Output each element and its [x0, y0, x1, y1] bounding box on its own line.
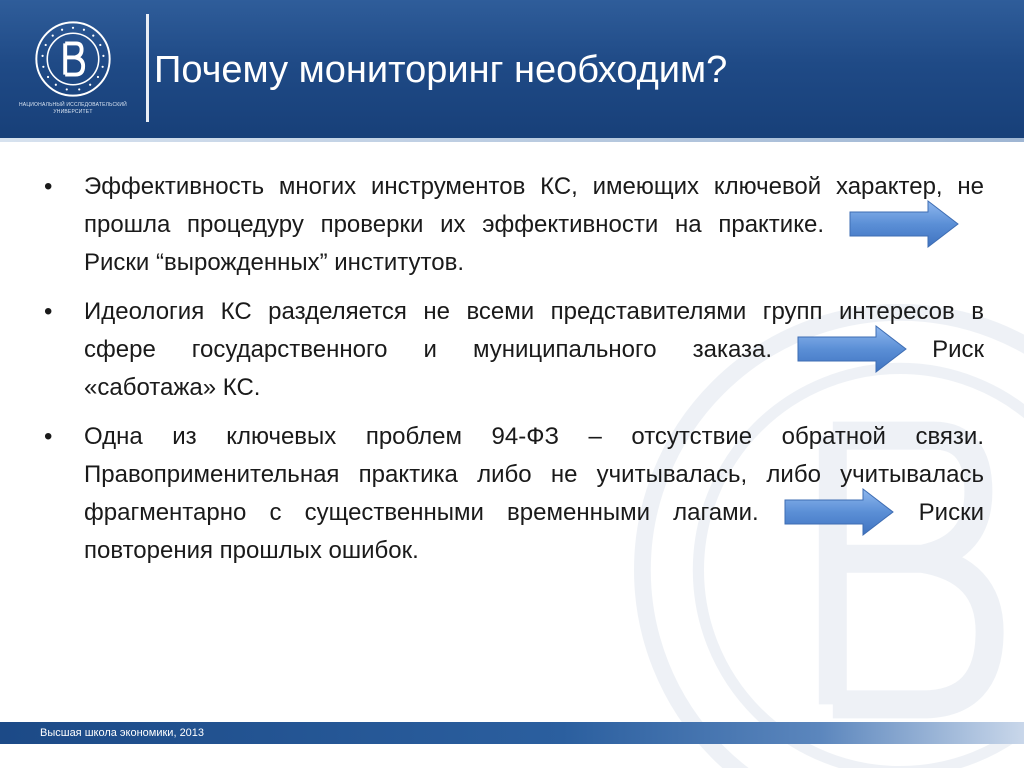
header-divider [146, 14, 149, 122]
header-underline [0, 138, 1024, 142]
bullet-marker: • [44, 423, 53, 450]
bullet-statement: Эффективность многих инструментов КС, имеющих ключевой характер, не прошла процедуру проверки их эффективности на практике. [84, 173, 984, 238]
hse-logo-icon [34, 20, 112, 98]
bullet-consequence: Риски повторения прошлых ошибок. [84, 499, 984, 564]
bullet-text [84, 418, 984, 570]
footer-bar [0, 722, 1024, 744]
bullet-statement: Одна из ключевых проблем 94-ФЗ – отсутствие обратной связи. Правоприменительная практика либо не учитывалась, либо учитывалась фрагментарно с существенными временными лагами. [84, 423, 984, 526]
bullet-text [84, 293, 984, 407]
bullet-item-1 [38, 168, 984, 282]
bullet-consequence: Риски “вырожденных” институтов. [84, 249, 465, 276]
bullet-item-2 [38, 293, 984, 407]
bullet-text [84, 168, 984, 282]
bullet-marker: • [44, 298, 53, 325]
header-bar [0, 0, 1024, 142]
footer-text: Высшая школа экономики, 2013 [40, 727, 205, 739]
page-title: Почему мониторинг необходим? [154, 49, 728, 91]
right-arrow-icon [796, 324, 908, 374]
logo-caption: НАЦИОНАЛЬНЫЙ ИССЛЕДОВАТЕЛЬСКИЙ УНИВЕРСИТЕТ [19, 102, 127, 115]
bullet-marker: • [44, 173, 53, 200]
bullet-list [38, 168, 984, 581]
bullet-statement: Идеология КС разделяется не всеми представителями групп интересов в сфере государственного и муниципального заказа. [84, 298, 984, 363]
bullet-item-3 [38, 418, 984, 570]
right-arrow-icon [783, 487, 895, 537]
bullet-consequence: Риск «саботажа» КС. [84, 336, 984, 401]
right-arrow-icon [848, 199, 960, 249]
